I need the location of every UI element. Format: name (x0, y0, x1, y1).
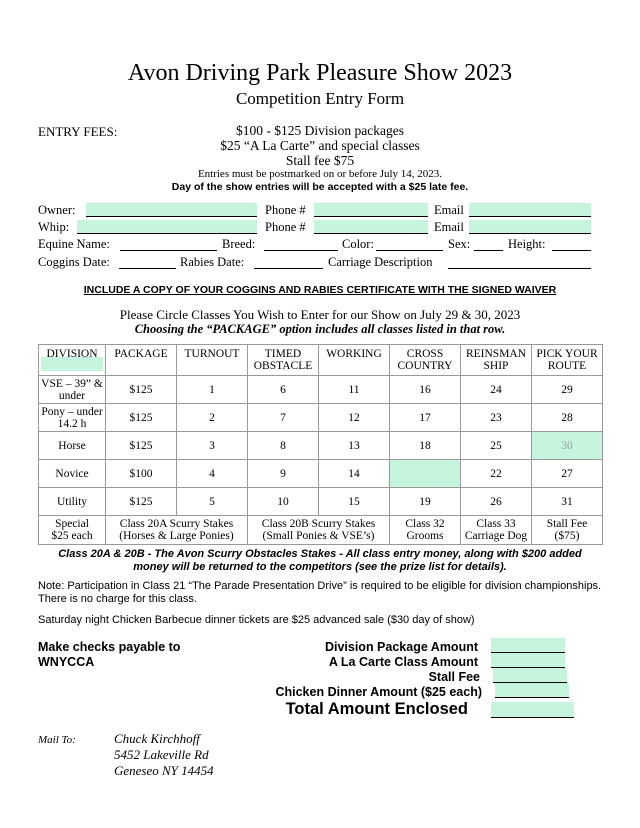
fee-division-packages: $100 - $125 Division packages (236, 123, 404, 138)
class-cell[interactable]: 13 (319, 432, 390, 460)
header-turnout: TURNOUT (177, 345, 248, 376)
class-cell[interactable]: 28 (532, 404, 603, 432)
table-row (39, 404, 603, 432)
entry-fees-label: ENTRY FEES: (38, 124, 118, 139)
form-subtitle: Competition Entry Form (235, 89, 405, 108)
header-cross-country: CROSS COUNTRY (390, 345, 461, 376)
carriage-description-field[interactable] (448, 255, 591, 269)
class-cell[interactable]: 9 (248, 460, 319, 488)
division-cell: VSE – 39” & under (39, 376, 106, 404)
total-amount-field[interactable] (491, 702, 574, 718)
color-field[interactable] (376, 237, 443, 251)
class-cell[interactable]: 31 (532, 488, 603, 516)
division-cell: Novice (39, 460, 106, 488)
class-table (38, 344, 603, 545)
participation-note: Note: Participation in Class 21 “The Parade Presentation Drive” is required to be eligible for division championships. There is no charge for this class. (38, 580, 602, 605)
package-option-note: Choosing the “PACKAGE” option includes all classes listed in that row. (134, 322, 506, 336)
header-working: WORKING (319, 345, 390, 376)
class-cell[interactable]: 10 (248, 488, 319, 516)
chicken-dinner-amount-label: Chicken Dinner Amount ($25 each) (275, 685, 482, 699)
sex-field[interactable] (474, 237, 503, 251)
rabies-date-label: Rabies Date: (180, 255, 245, 269)
owner-phone-field[interactable] (314, 203, 428, 217)
header-timed-obstacle: TIMED OBSTACLE (248, 345, 319, 376)
header-division: DIVISION (39, 345, 106, 376)
header-pick-your-route: PICK YOUR ROUTE (532, 345, 603, 376)
class-cell[interactable]: 17 (390, 404, 461, 432)
special-label-cell: Special $25 each (39, 516, 106, 545)
carriage-description-label: Carriage Description (328, 255, 433, 269)
phone-label-1: Phone # (265, 203, 306, 217)
fee-a-la-carte: $25 “A La Carte” and special classes (220, 138, 420, 153)
coggins-rabies-notice: INCLUDE A COPY OF YOUR COGGINS AND RABIES CERTIFICATE WITH THE SIGNED WAIVER (83, 284, 557, 296)
division-package-amount-label: Division Package Amount (324, 640, 478, 654)
a-la-carte-amount-field[interactable] (491, 653, 565, 668)
rabies-date-field[interactable] (254, 255, 323, 269)
coggins-date-label: Coggins Date: (38, 255, 110, 269)
scurry-stakes-note: Class 20A & 20B - The Avon Scurry Obstacles Stakes - All class entry money, along with $200 added money will be returned to the competitors (see the prize list for details). (58, 548, 582, 573)
class-cell[interactable]: 23 (461, 404, 532, 432)
class-cell-highlighted (390, 460, 461, 488)
scurry-20b-cell[interactable]: Class 20B Scurry Stakes (Small Ponies & VSE’s) (248, 516, 390, 545)
package-cell[interactable]: $125 (106, 376, 177, 404)
scurry-20a-cell[interactable]: Class 20A Scurry Stakes (Horses & Large Ponies) (106, 516, 248, 545)
whip-email-field[interactable] (469, 220, 591, 234)
class-cell[interactable]: 2 (177, 404, 248, 432)
chicken-dinner-amount-field[interactable] (495, 683, 569, 698)
mail-to-label: Mail To: (38, 734, 76, 746)
class-cell[interactable]: 18 (390, 432, 461, 460)
checks-payable-label: Make checks payable to (38, 640, 181, 654)
class-cell[interactable]: 4 (177, 460, 248, 488)
breed-label: Breed: (222, 237, 256, 251)
whip-field[interactable] (77, 220, 257, 234)
table-row (39, 488, 603, 516)
whip-phone-field[interactable] (314, 220, 428, 234)
class-cell[interactable]: 14 (319, 460, 390, 488)
class-cell[interactable]: 8 (248, 432, 319, 460)
whip-label: Whip: (38, 220, 70, 234)
stall-fee-cell[interactable]: Stall Fee ($75) (532, 516, 603, 545)
class-cell[interactable]: 15 (319, 488, 390, 516)
header-reinsmanship: REINSMAN SHIP (461, 345, 532, 376)
dinner-note: Saturday night Chicken Barbecue dinner tickets are $25 advanced sale ($30 day of show) (38, 614, 475, 626)
height-field[interactable] (552, 237, 591, 251)
class-cell[interactable]: 27 (532, 460, 603, 488)
email-label-2: Email (434, 220, 464, 234)
class-cell[interactable]: 11 (319, 376, 390, 404)
division-cell: Utility (39, 488, 106, 516)
phone-label-2: Phone # (265, 220, 306, 234)
sex-label: Sex: (448, 237, 471, 251)
grooms-cell[interactable]: Class 32 Grooms (390, 516, 461, 545)
class-cell-highlighted[interactable]: 30 (532, 432, 603, 460)
class-cell[interactable]: 7 (248, 404, 319, 432)
owner-field[interactable] (86, 203, 257, 217)
breed-field[interactable] (264, 237, 338, 251)
class-cell[interactable]: 26 (461, 488, 532, 516)
division-cell: Horse (39, 432, 106, 460)
table-header-row (39, 345, 603, 376)
class-cell[interactable]: 22 (461, 460, 532, 488)
a-la-carte-amount-label: A La Carte Class Amount (328, 655, 478, 669)
package-cell[interactable]: $125 (106, 404, 177, 432)
equine-name-field[interactable] (120, 237, 217, 251)
color-label: Color: (342, 237, 374, 251)
postmark-deadline: Entries must be postmarked on or before July 14, 2023. (197, 168, 443, 180)
class-cell[interactable]: 6 (248, 376, 319, 404)
mail-city: Geneseo NY 14454 (114, 763, 214, 778)
late-fee-note: Day of the show entries will be accepted with a $25 late fee. (171, 181, 469, 193)
class-cell[interactable]: 25 (461, 432, 532, 460)
stall-fee-amount-label: Stall Fee (428, 670, 480, 684)
height-label: Height: (508, 237, 546, 251)
package-cell[interactable]: $125 (106, 432, 177, 460)
table-row (39, 460, 603, 488)
stall-fee-amount-field[interactable] (493, 668, 567, 683)
mail-recipient-name: Chuck Kirchhoff (114, 731, 200, 746)
class-cell[interactable]: 1 (177, 376, 248, 404)
coggins-date-field[interactable] (119, 255, 176, 269)
division-package-amount-field[interactable] (491, 638, 565, 653)
class-cell[interactable]: 29 (532, 376, 603, 404)
package-cell[interactable]: $100 (106, 460, 177, 488)
class-cell[interactable]: 12 (319, 404, 390, 432)
total-amount-label: Total Amount Enclosed (285, 700, 468, 718)
fee-stall: Stall fee $75 (285, 153, 355, 168)
carriage-dog-cell[interactable]: Class 33 Carriage Dog (461, 516, 532, 545)
form-title: Avon Driving Park Pleasure Show 2023 (127, 60, 513, 86)
table-row (39, 376, 603, 404)
payee-name: WNYCCA (38, 655, 95, 669)
owner-email-field[interactable] (469, 203, 591, 217)
class-cell[interactable]: 16 (390, 376, 461, 404)
class-cell[interactable]: 3 (177, 432, 248, 460)
special-classes-row (39, 516, 603, 545)
package-cell[interactable]: $125 (106, 488, 177, 516)
equine-name-label: Equine Name: (38, 237, 110, 251)
table-row (39, 432, 603, 460)
mail-street: 5452 Lakeville Rd (114, 747, 209, 762)
class-cell[interactable]: 5 (177, 488, 248, 516)
header-package: PACKAGE (106, 345, 177, 376)
email-label-1: Email (434, 203, 464, 217)
circle-classes-instruction: Please Circle Classes You Wish to Enter for our Show on July 29 & 30, 2023 (119, 307, 521, 322)
division-cell: Pony – under 14.2 h (39, 404, 106, 432)
owner-label: Owner: (38, 203, 76, 217)
class-cell[interactable]: 24 (461, 376, 532, 404)
class-cell[interactable]: 19 (390, 488, 461, 516)
